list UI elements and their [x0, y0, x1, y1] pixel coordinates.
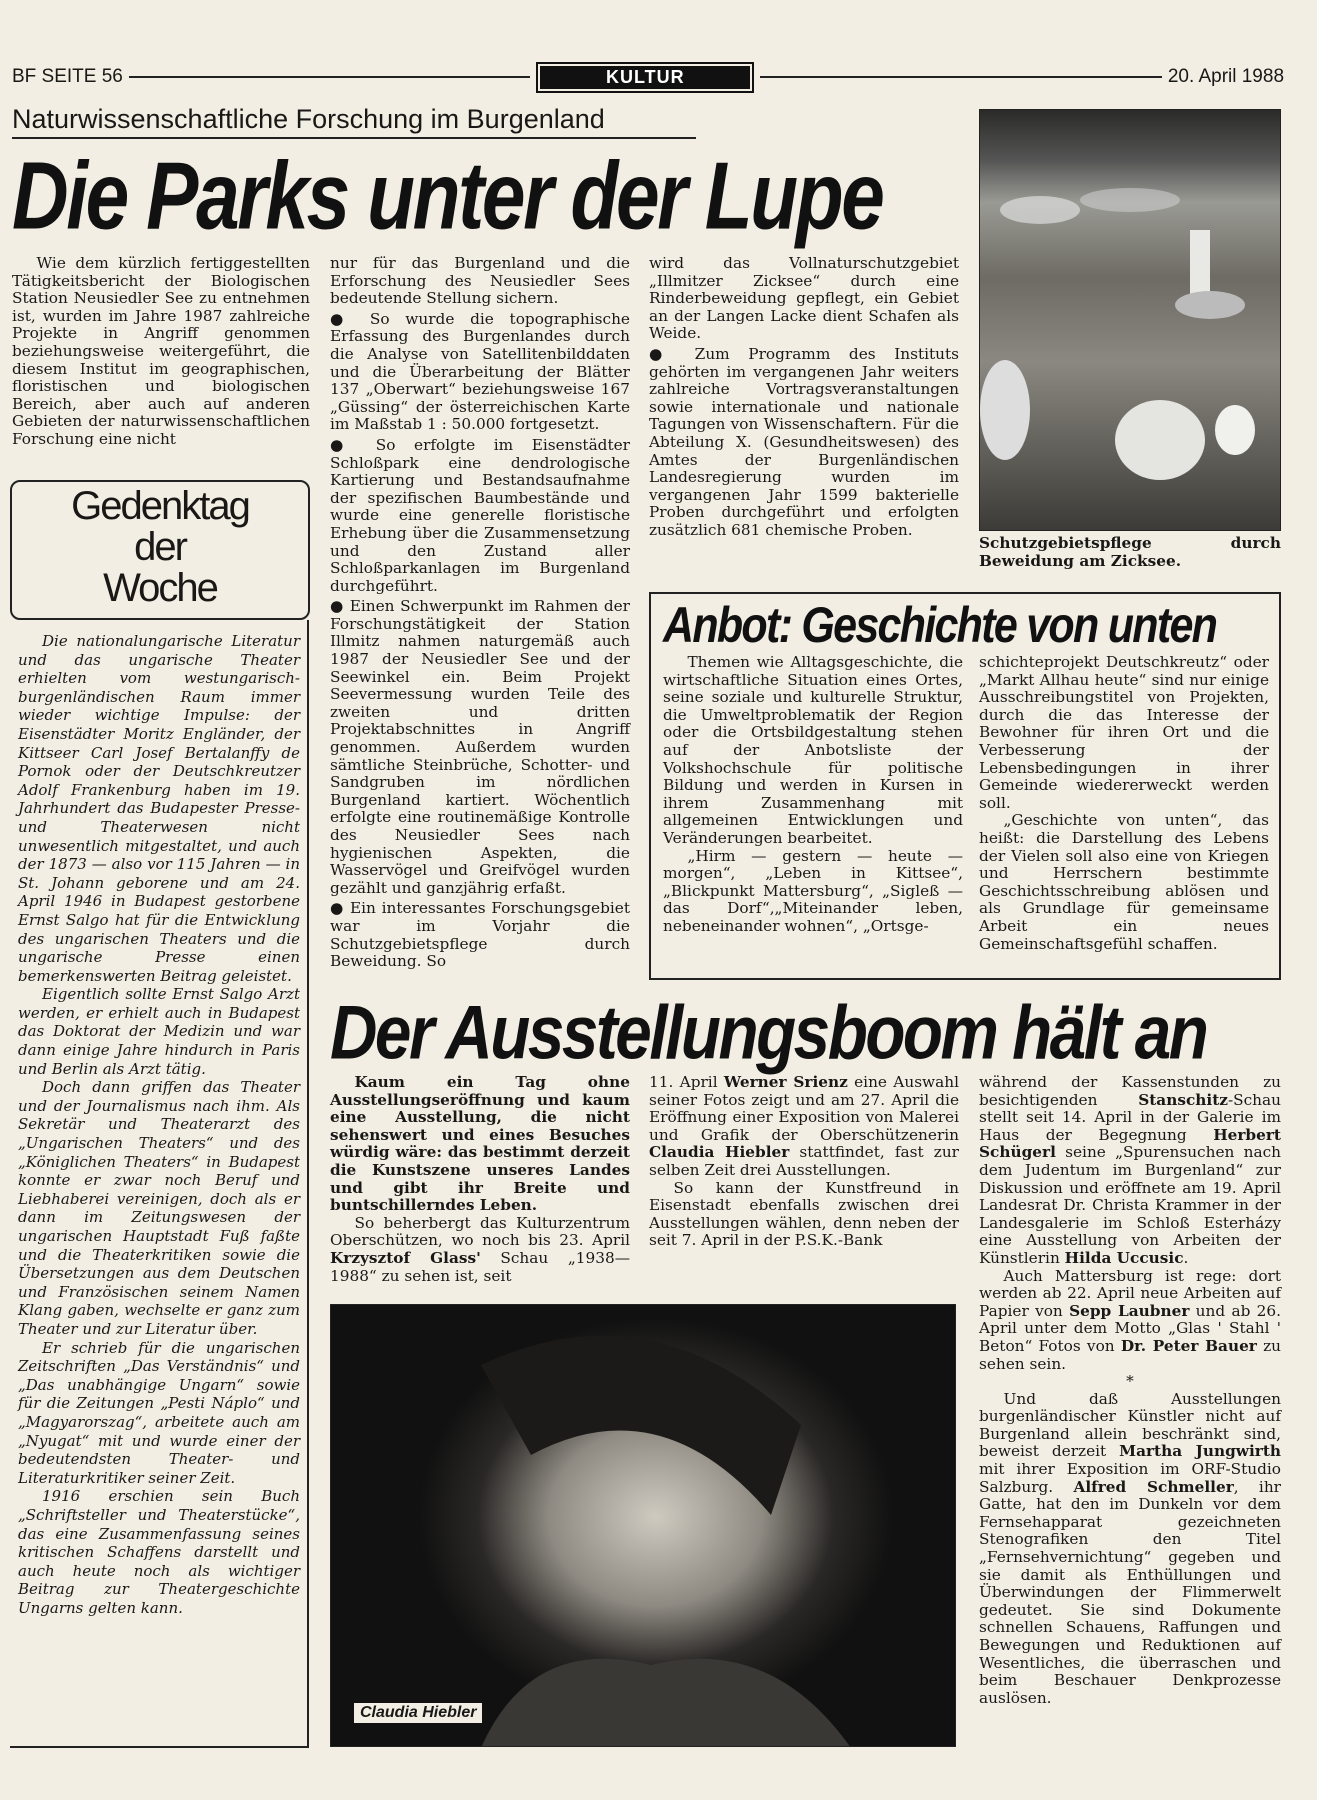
text-run: So kann der Kunstfreund in Eisenstadt ebenfalls zwischen drei Ausstellungen wählen, denn neben der seit 7. April in der P.S.K.-Bank	[649, 1178, 959, 1250]
text-run: nur für das Burgenland und die Erforschung des Neusiedler Sees bedeutende Stellung sichern.	[330, 254, 630, 308]
bold-name: Martha Jungwirth	[1119, 1442, 1282, 1461]
article-column	[649, 255, 959, 540]
section-label	[536, 62, 754, 93]
gedenktag-heading-box	[10, 480, 310, 620]
header-rule	[760, 76, 1161, 78]
text-run: seine „Spurensuchen nach dem Judentum im Burgenland“ zur Diskussion und eröffnete am 19. April Landesrat Dr. Christa Krammer in der Landesgalerie im Schloß Esterházy eine Ausstellung von Arbeiten der Künstlerin	[979, 1143, 1281, 1267]
text-run: .	[1183, 1248, 1189, 1267]
article-headline: Die Parks unter der Lupe	[12, 141, 883, 249]
paragraph	[18, 632, 300, 985]
article-column	[330, 255, 630, 971]
paragraph	[18, 985, 300, 1078]
anbot-headline: Anbot: Geschichte von unten	[663, 597, 1217, 653]
paragraph	[18, 1078, 300, 1338]
bold-name: Krzysztof Glass'	[330, 1248, 481, 1267]
portrait-image	[331, 1305, 956, 1747]
article-column	[12, 255, 310, 449]
photo-caption: Claudia Hiebler	[353, 1702, 483, 1724]
paragraph	[330, 311, 630, 434]
cattle-photo	[979, 109, 1281, 531]
text-run: Doch dann griffen das Theater und der Journalismus nach ihm. Als Sekretär und Theaterarzt des „Ungarischen Theaters“ und des „Königlichen Theaters“ in Budapest konnte er zwar noch Beruf und Liebhaberei vereinigen, doch als er dann im Zeitungswesen der ungarischen Hauptstadt Fuß faßte und die Theaterkritiken sowie die Übersetzungen aus dem Deutschen und Französischen seinem Namen Klang gaben, wechselte er ganz zum Theater und zur Literatur über.	[18, 1078, 300, 1338]
text-run: ● Einen Schwerpunkt im Rahmen der Forschungstätigkeit der Station Illmitz nahmen naturgemäß auch 1987 der Neusiedler See und der Seewinkel ein. Beim Projekt Seevermessung wurden Teile des zweiten und dritten Projektabschnittes in Angriff genommen. Außerdem wurden sämtliche Steinbrüche, Schotter- und Sandgruben im nördlichen Burgenland kartiert. Wöchentlich erfolgte eine routinemäßige Kontrolle des Neusiedler Sees nach hygienischen Aspekten, die Wasservögel und Greifvögel wurden gezählt und ganzjährig erfaßt.	[330, 597, 630, 897]
text-run: Wie dem kürzlich fertiggestellten Tätigkeitsbericht der Biologischen Station Neusiedler See zu entnehmen ist, wurden im Jahre 1987 zahlreiche Projekte in Angriff genommen beziehungsweise weitergeführt, die diesem Institut im geographischen, floristischen und biologischen Bereich, aber auch auf anderen Gebieten der naturwissenschaftlichen Forschung eine nicht	[12, 254, 310, 448]
bold-name: Werner Srienz	[723, 1073, 848, 1091]
text-run: schichteprojekt Deutschkreutz“ oder „Markt Allhau heute“ sind nur einige Ausschreibungstitel von Projekten, durch die das Interesse der Bewohner für ihren Ort und die Verbesserung der Lebensbedingungen in ihrer Gemeinde wiedererweckt werden soll.	[979, 653, 1269, 812]
portrait-photo	[330, 1304, 956, 1747]
bold-name: Claudia Hiebler	[649, 1143, 790, 1162]
page-header	[12, 62, 1284, 92]
text-run: -Schau stellt seit 14. April in der Galerie im Haus der Begegnung	[979, 1090, 1281, 1144]
paragraph	[649, 346, 959, 540]
column-rule	[307, 620, 309, 1747]
text-run: „Geschichte von unten“, das heißt: die Darstellung des Lebens der Vielen soll also eine von Kriegen und Herrschern bestimmte Geschichtsschreibung ablösen und als Grundlage für gemeinsame Arbeit ein neues Gemeinschaftsgefühl schaffen.	[979, 811, 1269, 953]
column-rule	[10, 1746, 309, 1748]
article2-headline: Der Ausstellungsboom hält an	[330, 990, 1207, 1075]
page-number: BF SEITE 56	[12, 66, 123, 87]
text-run: mit ihrer Exposition im ORF-Studio Salzburg.	[979, 1460, 1281, 1496]
header-rule	[129, 76, 530, 78]
paragraph	[18, 1487, 300, 1617]
text-run: ● So erfolgte im Eisenstädter Schloßpark eine dendrologische Kartierung und Bestandsaufnahme der spezifischen Baumbestände und wurde eine generelle floristische Erhebung über die Zusammensetzung und den Zustand aller Schloßparkanlagen im Burgenland durchgeführt.	[330, 435, 630, 595]
text-run: ● Ein interessantes Forschungsgebiet war im Vorjahr die Schutzgebietspflege durch Beweidung. So	[330, 899, 630, 971]
text-run: ● So wurde die topographische Erfassung des Burgenlandes durch die Analyse von Satellitenbilddaten und die Überarbeitung der Blätter 137 „Oberwart“ beziehungsweise 167 „Güssing“ der österreichischen Karte im Maßstab 1 : 50.000 fortgesetzt.	[330, 309, 630, 434]
paragraph	[979, 654, 1269, 812]
bold-name: Herbert Schügerl	[979, 1125, 1281, 1162]
gedenktag-title: Gedenktag	[71, 484, 249, 528]
paragraph	[330, 1074, 630, 1215]
photo-caption: Schutzgebietspflege durch Beweidung am Zicksee.	[979, 534, 1281, 570]
paragraph	[649, 255, 959, 343]
anbot-column	[979, 654, 1269, 953]
section-divider: *	[1126, 1372, 1134, 1391]
text-run: und ab 26. April unter dem Motto „Glas ' Stahl ' Beton“ Fotos von	[979, 1301, 1281, 1355]
text-run: wird das Vollnaturschutzgebiet „Illmitzer Zicksee“ durch eine Rinderbeweidung gepflegt, ein Gebiet an der Langen Lacke dient Schafen als Weide.	[649, 254, 959, 343]
text-run: So beherbergt das Kulturzentrum Oberschützen, wo noch bis 23. April	[330, 1213, 630, 1250]
paragraph	[979, 1268, 1281, 1374]
paragraph	[663, 654, 963, 848]
article-column	[330, 1074, 630, 1285]
text-run: Schau „1938—1988“ zu sehen ist, seit	[330, 1248, 630, 1285]
paragraph	[979, 1373, 1281, 1391]
gedenktag-text	[18, 632, 300, 1617]
paragraph	[330, 437, 630, 595]
article-column	[649, 1074, 959, 1250]
text-run: eine Auswahl seiner Fotos zeigt und am 27. April die Eröffnung einer Exposition von Malerei und Grafik der Oberschützenerin	[649, 1073, 960, 1144]
article-kicker: Naturwissenschaftliche Forschung im Burgenland	[12, 104, 696, 139]
text-run: Er schrieb für die ungarischen Zeitschriften „Das Verständnis“ und „Das unabhängige Ungarn“ sowie für die Zeitungen „Pesti Náplo“ und „Magyarorszag“, arbeitete auch am „Nyugat“ mit und wurde einer der bedeutendsten Theater- und Literaturkritiker seiner Zeit.	[18, 1338, 300, 1487]
anbot-column	[663, 654, 963, 936]
section-text: KULTUR	[540, 66, 750, 89]
bold-name: Stanschitz	[1138, 1090, 1228, 1109]
paragraph	[979, 812, 1269, 953]
paragraph	[649, 1074, 959, 1180]
text-run: Und daß Ausstellungen burgenländischer Künstler nicht auf Burgenland allein beschränkt sind, beweist derzeit	[979, 1389, 1281, 1461]
cattle-image	[980, 110, 1281, 531]
bold-name: Dr. Peter Bauer	[1120, 1336, 1257, 1355]
bold-name: Kaum ein Tag ohne Ausstellungseröffnung und kaum eine Ausstellung, die nicht sehenswert und eines Besuches würdig wäre: das bestimmt derzeit die Kunstszene unseres Landes und gibt ihr Breite und buntschillerndes Leben.	[330, 1073, 630, 1215]
bold-name: Alfred Schmeller	[1073, 1477, 1234, 1496]
bold-name: Hilda Uccusic	[1064, 1248, 1184, 1267]
paragraph	[330, 900, 630, 970]
text-run: 1916 erschien sein Buch „Schriftsteller und Theaterstücke“, das eine Zusammenfassung seines kritischen Schaffens darstellt und auch heute noch als wichtiger Beitrag zur Theatergeschichte Ungarns gelten kann.	[18, 1487, 300, 1617]
paragraph	[979, 1074, 1281, 1268]
text-run: Themen wie Alltagsgeschichte, die wirtschaftliche Situation eines Ortes, seine soziale und kulturelle Struktur, die Umweltproblematik der Region oder die Ortsbildgestaltung stehen auf der Anbotsliste der Volkshochschule für politische Bildung und werden in Kursen in ihrem Zusammenhang mit allgemeinen Entwicklungen und Veränderungen bearbeitet.	[663, 653, 963, 847]
text-run: ● Zum Programm des Instituts gehörten im vergangenen Jahr weiters zahlreiche Vortragsveranstaltungen sowie internationale und nationale Tagungen von Wissenschaftern. Für die Abteilung X. (Gesundheitswesen) des Amtes der Burgenländischen Landesregierung wurden im vergangenen Jahr 1599 bakterielle Proben durchgeführt und erfolgten zusätzlich 681 chemische Proben.	[649, 344, 959, 539]
paragraph	[979, 1391, 1281, 1708]
issue-date: 20. April 1988	[1167, 66, 1285, 87]
gedenktag-title: Woche	[103, 566, 217, 610]
article-column	[979, 1074, 1281, 1707]
paragraph	[330, 598, 630, 897]
text-run: während der Kassenstunden zu besichtigenden	[979, 1073, 1281, 1109]
gedenktag-title: der	[134, 525, 186, 569]
text-run: Die nationalungarische Literatur und das ungarische Theater erhielten vom westungarisch-burgenländischen Raum immer wieder wichtige Impulse: der Eisenstädter Moritz Engländer, der Kittseer Carl Josef Bertalanffy de Pornok oder der Deutschkreutzer Adolf Frankenburg haben im 19. Jahrhundert das Budapester Presse- und Theaterwesen nicht unwesentlich mitgestaltet, und auch der 1873 — also vor 115 Jahren — in St. Johann geborene und am 24. April 1946 in Budapest gestorbene Ernst Salgo hat für die Entwicklung des ungarischen Theaters und die ungarische Presse einen bemerkenswerten Beitrag geleistet.	[18, 632, 300, 985]
paragraph	[330, 255, 630, 308]
text-run: Eigentlich sollte Ernst Salgo Arzt werden, er erhielt auch in Budapest das Doktorat der Medizin und war dann einige Jahre hindurch in Paris und Berlin als Arzt tätig.	[18, 985, 300, 1078]
paragraph	[12, 255, 310, 449]
paragraph	[663, 848, 963, 936]
paragraph	[330, 1215, 630, 1285]
paragraph	[18, 1339, 300, 1488]
text-run: zu sehen sein.	[979, 1336, 1281, 1373]
bold-name: Sepp Laubner	[1069, 1301, 1190, 1320]
paragraph	[649, 1180, 959, 1250]
text-run: stattfindet, fast zur selben Zeit drei Ausstellungen.	[649, 1143, 959, 1179]
text-run: Auch Mattersburg ist rege: dort werden ab 22. April neue Arbeiten auf Papier von	[979, 1266, 1281, 1320]
anbot-box	[649, 592, 1281, 980]
text-run: , ihr Gatte, hat den im Dunkeln vor dem Fernsehapparat gezeichneten Stenografiken den Titel „Fernsehvernichtung“ gegeben und sie damit als Enthüllungen und Überwindungen der Flimmerwelt gedeutet. Sie sind Dokumente schnellen Schauens, Raffungen und Bewegungen und Reduktionen auf Wesentliches, die überraschen und beim Beschauer Denkprozesse auslösen.	[979, 1477, 1281, 1707]
text-run: „Hirm — gestern — heute — morgen“, „Leben in Kittsee“, „Blickpunkt Mattersburg“, „Sigleß — das Dorf“,„Miteinander leben, nebeneinander wohnen“, „Ortsge-	[663, 846, 963, 935]
text-run: 11. April	[649, 1073, 724, 1091]
